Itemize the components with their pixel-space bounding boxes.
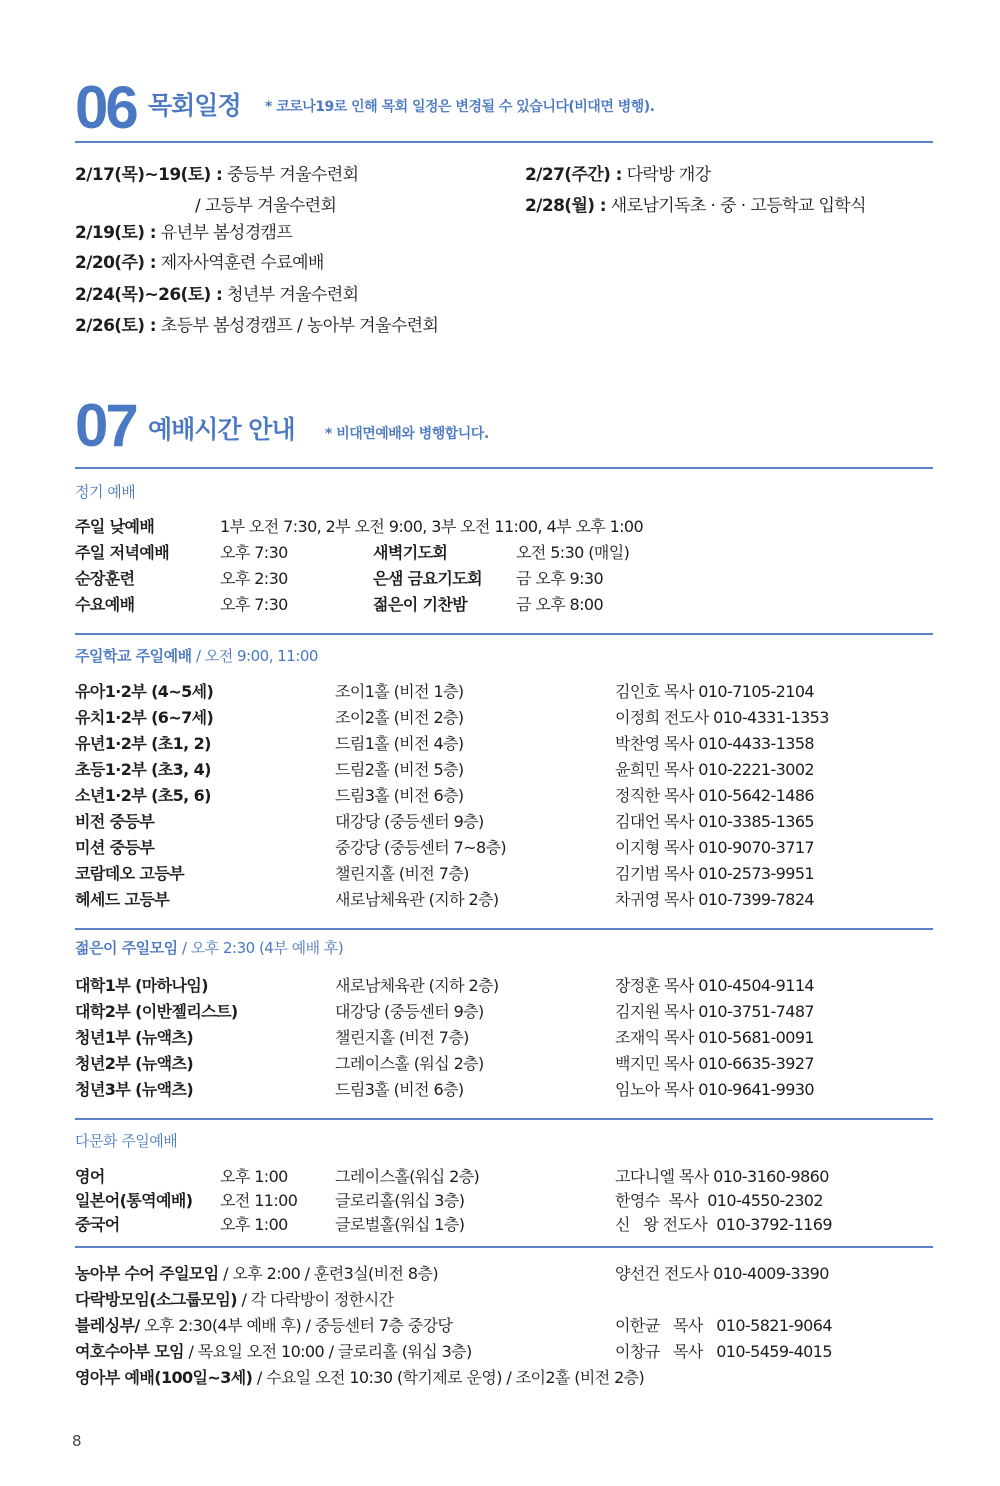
section-06-title: 목회일정 bbox=[148, 91, 241, 120]
section-07-note: * 비대면예배와 병행합니다. bbox=[325, 426, 489, 442]
young-adults-heading: 젊은이 주일모임 / 오후 2:30 (4부 예배 후) bbox=[75, 939, 344, 957]
schedule-item: 2/27(주간) : 다락방 개강 bbox=[525, 165, 711, 185]
page-number: 8 bbox=[72, 1432, 82, 1450]
schedule-item: 2/17(목)~19(토) : 중등부 겨울수련회 bbox=[75, 165, 359, 185]
divider bbox=[75, 633, 933, 635]
schedule-item: / 고등부 겨울수련회 bbox=[195, 196, 337, 216]
section-07-title: 예배시간 안내 bbox=[148, 415, 295, 444]
section-06-note: * 코로나19로 인해 목회 일정은 변경될 수 있습니다(비대면 병행). bbox=[265, 99, 655, 115]
divider bbox=[75, 1246, 933, 1248]
section-06-number: 06 bbox=[75, 74, 136, 141]
schedule-item: 2/19(토) : 유년부 봄성경캠프 bbox=[75, 223, 293, 243]
schedule-item: 2/26(토) : 초등부 봄성경캠프 / 농아부 겨울수련회 bbox=[75, 316, 439, 336]
multicultural-heading: 다문화 주일예배 bbox=[75, 1132, 178, 1150]
schedule-item: 2/20(주) : 제자사역훈련 수료예배 bbox=[75, 253, 324, 273]
schedule-item: 2/24(목)~26(토) : 청년부 겨울수련회 bbox=[75, 285, 359, 305]
section-07-rule bbox=[75, 467, 933, 469]
sunday-school-heading: 주일학교 주일예배 / 오전 9:00, 11:00 bbox=[75, 647, 318, 665]
section-07-number: 07 bbox=[75, 392, 136, 459]
regular-worship-heading: 정기 예배 bbox=[75, 483, 136, 501]
section-06-rule bbox=[75, 141, 933, 143]
schedule-item: 2/28(월) : 새로남기독초 · 중 · 고등학교 입학식 bbox=[525, 196, 866, 216]
divider bbox=[75, 928, 933, 930]
divider bbox=[75, 1118, 933, 1120]
